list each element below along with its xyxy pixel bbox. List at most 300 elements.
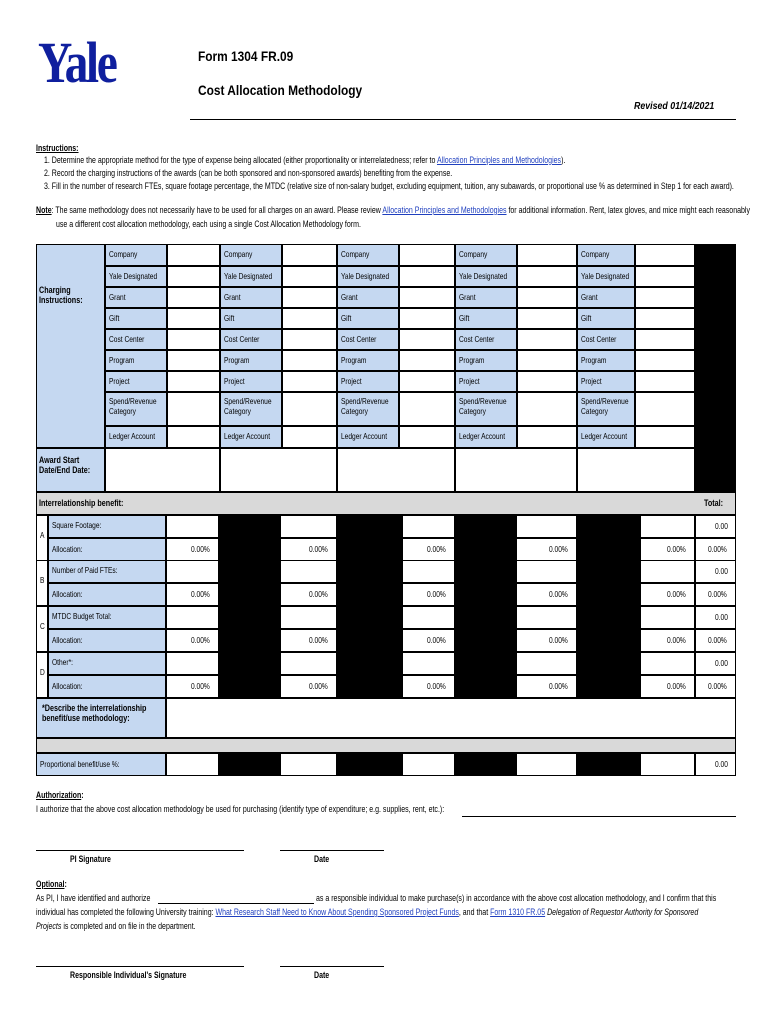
allocation-label-a-text: Allocation: — [52, 544, 83, 554]
field-label-text: Spend/Revenue — [581, 396, 629, 406]
metric-label-a-text: Square Footage: — [52, 520, 102, 530]
field-label-gift — [455, 308, 517, 329]
field-label-text: Grant — [224, 292, 241, 302]
field-label-text: Project — [109, 376, 130, 386]
spacer-band — [36, 738, 736, 753]
field-label-program — [577, 350, 635, 371]
optional-line-2-prefix: individual has completed the following University training: — [36, 907, 216, 917]
field-label-text: Project — [581, 376, 602, 386]
allocation-value-d-1 — [166, 675, 219, 698]
pi-date-label: Date — [314, 854, 330, 864]
field-input-program-5[interactable] — [635, 350, 695, 371]
metric-label-c — [48, 606, 166, 629]
field-input-gift-1[interactable] — [167, 308, 220, 329]
metric-input-a-4[interactable] — [516, 515, 577, 538]
allocation-value-d-1-text: 0.00% — [190, 681, 210, 691]
proportional-black-4 — [337, 753, 402, 776]
field-input-cost-center-5[interactable] — [635, 329, 695, 350]
field-label-text: Company — [459, 249, 488, 259]
proportional-label — [36, 753, 166, 776]
field-label-program — [105, 350, 167, 371]
field-input-grant-3[interactable] — [399, 287, 455, 308]
field-label-ledger-account — [105, 426, 167, 448]
award-dates-input-5[interactable] — [577, 448, 695, 492]
field-input-ledger-account-3[interactable] — [399, 426, 455, 448]
metric-input-d-5[interactable] — [640, 652, 695, 675]
award-label-line-2: Date/End Date: — [39, 465, 91, 476]
allocation-value-b-4 — [516, 583, 577, 606]
training-link[interactable]: What Research Staff Need to Know About Spending Sponsored Project Funds — [215, 907, 459, 917]
metric-total-d — [695, 652, 736, 675]
field-input-project-5[interactable] — [635, 371, 695, 392]
field-label-text: Company — [109, 249, 138, 259]
field-input-company-2[interactable] — [282, 244, 337, 266]
metric-input-a-2[interactable] — [280, 515, 337, 538]
responsible-signature-label: Responsible Individual's Signature — [70, 970, 187, 980]
field-label-program — [455, 350, 517, 371]
metric-input-b-5[interactable] — [640, 560, 695, 583]
allocation-value-a-2-text: 0.00% — [308, 544, 328, 554]
black-spacer-d-3 — [455, 652, 516, 698]
field-label-program — [337, 350, 399, 371]
field-label-text: Spend/Revenue — [109, 396, 157, 406]
yale-logo: Yale — [38, 30, 116, 95]
allocation-value-c-5-text: 0.00% — [666, 635, 686, 645]
field-label-project — [220, 371, 282, 392]
black-spacer-c-3 — [455, 606, 516, 652]
section-letter-cell-c — [36, 606, 48, 652]
field-input-spend-revenue-5[interactable] — [635, 392, 695, 426]
field-label-gift — [577, 308, 635, 329]
metric-total-b-text: 0.00 — [715, 566, 729, 576]
optional-line-3-italic: Projects — [36, 921, 62, 931]
allocation-value-a-5 — [640, 538, 695, 561]
field-input-company-5[interactable] — [635, 244, 695, 266]
field-input-grant-2[interactable] — [282, 287, 337, 308]
field-input-spend-revenue-1[interactable] — [167, 392, 220, 426]
allocation-value-d-5-text: 0.00% — [666, 681, 686, 691]
award-label-line-1: Award Start — [39, 455, 80, 465]
field-label-text: Program — [224, 355, 250, 365]
section-letter-cell-a-text: A — [40, 530, 45, 540]
optional-colon: : — [64, 879, 67, 889]
proportional-input-7[interactable] — [516, 753, 577, 776]
proportional-total-text: 0.00 — [715, 759, 729, 769]
field-input-company-4[interactable] — [517, 244, 577, 266]
field-label-text: Cost Center — [459, 334, 495, 344]
field-label-spend-revenue — [577, 392, 635, 426]
black-spacer-d-4 — [577, 652, 640, 698]
revised-date: Revised 01/14/2021 — [634, 101, 715, 112]
field-label-ledger-account — [220, 426, 282, 448]
metric-input-b-3[interactable] — [402, 560, 455, 583]
authorization-text: I authorize that the above cost allocation methodology be used for purchasing (identify type of expenditure; e.g. supplies, rent, etc.): — [36, 804, 445, 814]
black-spacer-b-2 — [337, 560, 402, 606]
field-label-program — [220, 350, 282, 371]
allocation-label-b — [48, 583, 166, 606]
instruction-step-1 — [44, 155, 565, 165]
award-dates-label — [39, 455, 103, 485]
allocation-value-a-4-text: 0.00% — [548, 544, 568, 554]
black-spacer-c-1 — [219, 606, 280, 652]
field-label-text: Cost Center — [224, 334, 260, 344]
optional-line-1 — [36, 893, 150, 903]
optional-line-3 — [36, 921, 196, 931]
charging-black-column — [695, 244, 736, 448]
responsible-individual-field[interactable] — [158, 903, 314, 904]
section-letter-cell-a — [36, 515, 48, 561]
allocation-value-c-3-text: 0.00% — [426, 635, 446, 645]
field-label-project — [577, 371, 635, 392]
allocation-value-a-3-text: 0.00% — [426, 544, 446, 554]
instruction-step-3: 3. Fill in the number of research FTEs, square footage percentage, the MTDC (relative size of non-salary budget, excluding equipment, tuition, any subawards, or proportional use % as determined in Step 1 for each award). — [44, 181, 734, 191]
field-label-cost-center — [455, 329, 517, 350]
black-spacer-b-1 — [219, 560, 280, 606]
field-input-spend-revenue-4[interactable] — [517, 392, 577, 426]
note-line-2: use a different cost allocation methodology, each using a single Cost Allocation Methodology form. — [56, 219, 361, 229]
field-label-text: Project — [459, 376, 480, 386]
metric-label-b-text: Number of Paid FTEs: — [52, 565, 118, 575]
field-label-text: Project — [224, 376, 245, 386]
black-spacer-b-3 — [455, 560, 516, 606]
field-input-project-1[interactable] — [167, 371, 220, 392]
field-input-spend-revenue-2[interactable] — [282, 392, 337, 426]
black-spacer-a-3 — [455, 515, 516, 561]
allocation-value-b-3-text: 0.00% — [426, 589, 446, 599]
metric-input-a-3[interactable] — [402, 515, 455, 538]
field-input-ledger-account-5[interactable] — [635, 426, 695, 448]
field-label-grant — [577, 287, 635, 308]
allocation-total-d — [695, 675, 736, 698]
responsible-signature-line[interactable] — [36, 966, 244, 967]
field-label-text: Spend/Revenue — [224, 396, 272, 406]
allocation-value-c-2-text: 0.00% — [308, 635, 328, 645]
award-dates-input-3[interactable] — [337, 448, 455, 492]
allocation-value-c-3 — [402, 629, 455, 652]
charging-label-line-1: Charging — [39, 285, 71, 295]
metric-input-b-1[interactable] — [166, 560, 219, 583]
field-input-grant-4[interactable] — [517, 287, 577, 308]
field-input-ledger-account-4[interactable] — [517, 426, 577, 448]
total-label-text: Total: — [704, 498, 724, 508]
field-label-text-line-2: Category — [581, 405, 608, 416]
field-input-yale-designated-4[interactable] — [517, 266, 577, 287]
optional-line-2-mid: , and that — [458, 907, 491, 917]
optional-line-1-suffix: as a responsible individual to make purchase(s) in accordance with the above cost allocation methodology, and I confirm that this — [316, 893, 717, 903]
field-label-grant — [455, 287, 517, 308]
field-label-text: Spend/Revenue — [459, 396, 507, 406]
allocation-value-a-1 — [166, 538, 219, 561]
allocation-value-b-2-text: 0.00% — [308, 589, 328, 599]
field-label-project — [105, 371, 167, 392]
field-label-text: Ledger Account — [109, 431, 156, 441]
allocation-total-b-text: 0.00% — [707, 589, 727, 599]
field-label-text: Gift — [109, 313, 120, 323]
field-label-text: Program — [459, 355, 485, 365]
field-label-cost-center — [577, 329, 635, 350]
field-label-yale-designated — [337, 266, 399, 287]
note-allocation-link[interactable]: Allocation Principles and Methodologies — [382, 205, 507, 215]
allocation-value-d-4 — [516, 675, 577, 698]
field-label-text: Company — [224, 249, 253, 259]
metric-input-b-2[interactable] — [280, 560, 337, 583]
allocation-value-a-2 — [280, 538, 337, 561]
field-label-text: Yale Designated — [224, 271, 273, 281]
field-input-grant-5[interactable] — [635, 287, 695, 308]
award-black-cell — [695, 448, 736, 492]
black-spacer-a-1 — [219, 515, 280, 561]
optional-line-1-prefix: As PI, I have identified and authorize — [36, 893, 151, 903]
allocation-value-d-5 — [640, 675, 695, 698]
optional-label: Optional — [36, 879, 65, 889]
field-label-text-line-2: Category — [109, 405, 136, 416]
field-input-program-4[interactable] — [517, 350, 577, 371]
optional-line-2 — [36, 907, 698, 917]
field-label-text: Gift — [459, 313, 470, 323]
proportional-input-9[interactable] — [640, 753, 695, 776]
metric-label-d — [48, 652, 166, 675]
award-dates-input-4[interactable] — [455, 448, 577, 492]
allocation-value-a-4 — [516, 538, 577, 561]
proportional-input-1[interactable] — [166, 753, 219, 776]
field-label-text: Ledger Account — [341, 431, 388, 441]
field-input-project-4[interactable] — [517, 371, 577, 392]
metric-total-c — [695, 606, 736, 629]
allocation-total-c — [695, 629, 736, 652]
allocation-value-b-2 — [280, 583, 337, 606]
field-label-company — [577, 244, 635, 266]
field-label-text-line-2: Category — [224, 405, 251, 416]
black-spacer-c-2 — [337, 606, 402, 652]
field-input-company-1[interactable] — [167, 244, 220, 266]
instructions-heading: Instructions: — [36, 143, 79, 153]
field-input-cost-center-4[interactable] — [517, 329, 577, 350]
metric-total-a — [695, 515, 736, 538]
form-title: Cost Allocation Methodology — [198, 82, 363, 98]
proportional-input-5[interactable] — [402, 753, 455, 776]
field-input-yale-designated-5[interactable] — [635, 266, 695, 287]
section-letter-cell-d-text: D — [40, 667, 45, 677]
field-label-text-line-2: Category — [341, 405, 368, 416]
allocation-value-a-1-text: 0.00% — [190, 544, 210, 554]
allocation-total-a — [695, 538, 736, 561]
step-1-text: 1. Determine the appropriate method for the type of expense being allocated (either proportionality or interrelatedness; refer to — [44, 155, 437, 165]
proportional-black-8 — [577, 753, 640, 776]
field-label-company — [337, 244, 399, 266]
field-input-yale-designated-1[interactable] — [167, 266, 220, 287]
allocation-label-d-text: Allocation: — [52, 681, 83, 691]
field-label-company — [105, 244, 167, 266]
field-label-text: Yale Designated — [109, 271, 158, 281]
field-input-ledger-account-2[interactable] — [282, 426, 337, 448]
field-input-program-2[interactable] — [282, 350, 337, 371]
field-label-gift — [337, 308, 399, 329]
field-label-grant — [220, 287, 282, 308]
metric-input-a-5[interactable] — [640, 515, 695, 538]
field-label-cost-center — [105, 329, 167, 350]
field-label-text: Yale Designated — [459, 271, 508, 281]
field-input-program-1[interactable] — [167, 350, 220, 371]
field-label-text: Program — [341, 355, 367, 365]
describe-line-2: benefit/use methodology: — [42, 713, 130, 724]
field-input-gift-3[interactable] — [399, 308, 455, 329]
field-input-yale-designated-3[interactable] — [399, 266, 455, 287]
interrelationship-label-text: Interrelationship benefit: — [39, 498, 124, 508]
field-label-ledger-account — [455, 426, 517, 448]
field-label-gift — [220, 308, 282, 329]
metric-input-d-1[interactable] — [166, 652, 219, 675]
field-input-program-3[interactable] — [399, 350, 455, 371]
charging-instructions-label — [39, 285, 103, 315]
field-label-text: Cost Center — [341, 334, 377, 344]
pi-date-line[interactable] — [280, 850, 384, 851]
metric-total-d-text: 0.00 — [715, 658, 729, 668]
field-input-gift-5[interactable] — [635, 308, 695, 329]
form-1310-link[interactable]: Form 1310 FR.05 — [490, 907, 546, 917]
field-input-gift-4[interactable] — [517, 308, 577, 329]
optional-line-3-suffix: is completed and on file in the department. — [61, 921, 196, 931]
allocation-total-a-text: 0.00% — [707, 544, 727, 554]
expenditure-type-field[interactable] — [462, 816, 736, 817]
metric-total-a-text: 0.00 — [715, 521, 729, 531]
allocation-value-d-2-text: 0.00% — [308, 681, 328, 691]
proportional-total — [695, 753, 736, 776]
field-input-gift-2[interactable] — [282, 308, 337, 329]
black-spacer-d-1 — [219, 652, 280, 698]
field-label-grant — [105, 287, 167, 308]
proportional-label-text: Proportional benefit/use %: — [40, 759, 120, 769]
field-label-spend-revenue — [455, 392, 517, 426]
authorization-heading — [36, 790, 84, 800]
field-label-text: Gift — [581, 313, 592, 323]
metric-label-a — [48, 515, 166, 538]
optional-line-2-italic: Delegation of Requestor Authority for Sponsored — [545, 907, 699, 917]
allocation-label-d — [48, 675, 166, 698]
allocation-value-c-2 — [280, 629, 337, 652]
metric-total-c-text: 0.00 — [715, 612, 729, 622]
field-label-ledger-account — [577, 426, 635, 448]
black-spacer-b-4 — [577, 560, 640, 606]
authorization-label: Authorization — [36, 790, 82, 800]
allocation-label-a — [48, 538, 166, 561]
allocation-value-b-3 — [402, 583, 455, 606]
field-label-project — [455, 371, 517, 392]
allocation-value-b-5-text: 0.00% — [666, 589, 686, 599]
field-label-text: Ledger Account — [581, 431, 628, 441]
metric-input-d-2[interactable] — [280, 652, 337, 675]
field-input-grant-1[interactable] — [167, 287, 220, 308]
allocation-value-b-1-text: 0.00% — [190, 589, 210, 599]
pi-signature-label: PI Signature — [70, 854, 111, 864]
field-input-company-3[interactable] — [399, 244, 455, 266]
allocation-value-b-1 — [166, 583, 219, 606]
field-label-text: Grant — [581, 292, 598, 302]
metric-input-c-5[interactable] — [640, 606, 695, 629]
authorization-colon: : — [81, 790, 84, 800]
note-text: : The same methodology does not necessarily have to be used for all charges on an award. Please review — [51, 205, 383, 215]
award-dates-input-1[interactable] — [105, 448, 220, 492]
metric-input-c-4[interactable] — [516, 606, 577, 629]
metric-input-b-4[interactable] — [516, 560, 577, 583]
allocation-value-d-4-text: 0.00% — [548, 681, 568, 691]
pi-signature-line[interactable] — [36, 850, 244, 851]
proportional-black-2 — [219, 753, 280, 776]
award-dates-input-2[interactable] — [220, 448, 337, 492]
allocation-label-c-text: Allocation: — [52, 635, 83, 645]
field-label-text: Yale Designated — [341, 271, 390, 281]
allocation-value-c-1 — [166, 629, 219, 652]
field-input-yale-designated-2[interactable] — [282, 266, 337, 287]
field-input-project-3[interactable] — [399, 371, 455, 392]
field-label-company — [455, 244, 517, 266]
note-text-suffix: for additional information. Rent, latex gloves, and mice might each reasonably — [506, 205, 750, 215]
field-input-cost-center-3[interactable] — [399, 329, 455, 350]
allocation-value-d-3 — [402, 675, 455, 698]
metric-label-b — [48, 560, 166, 583]
responsible-date-line[interactable] — [280, 966, 384, 967]
field-input-ledger-account-1[interactable] — [167, 426, 220, 448]
metric-input-d-3[interactable] — [402, 652, 455, 675]
describe-methodology-input[interactable] — [166, 698, 736, 738]
field-label-spend-revenue — [105, 392, 167, 426]
black-spacer-a-4 — [577, 515, 640, 561]
optional-heading — [36, 879, 67, 889]
field-label-text: Company — [581, 249, 610, 259]
field-label-text: Ledger Account — [224, 431, 271, 441]
field-input-project-2[interactable] — [282, 371, 337, 392]
field-label-yale-designated — [577, 266, 635, 287]
field-label-spend-revenue — [220, 392, 282, 426]
metric-label-c-text: MTDC Budget Total: — [52, 611, 112, 621]
allocation-value-c-4 — [516, 629, 577, 652]
allocation-value-c-1-text: 0.00% — [190, 635, 210, 645]
allocation-total-c-text: 0.00% — [707, 635, 727, 645]
allocation-principles-link[interactable]: Allocation Principles and Methodologies — [436, 155, 562, 165]
field-label-text: Program — [109, 355, 135, 365]
describe-line-1: *Describe the interrelationship — [42, 703, 147, 713]
field-input-cost-center-2[interactable] — [282, 329, 337, 350]
allocation-value-d-2 — [280, 675, 337, 698]
allocation-total-d-text: 0.00% — [707, 681, 727, 691]
field-label-text: Project — [341, 376, 362, 386]
responsible-date-label: Date — [314, 970, 330, 980]
field-label-text: Program — [581, 355, 607, 365]
field-label-ledger-account — [337, 426, 399, 448]
field-label-text: Yale Designated — [581, 271, 630, 281]
section-letter-cell-c-text: C — [40, 621, 45, 631]
field-label-text: Spend/Revenue — [341, 396, 389, 406]
proportional-input-3[interactable] — [280, 753, 337, 776]
note-label: Note — [36, 205, 52, 215]
form-number: Form 1304 FR.09 — [198, 48, 294, 64]
field-input-spend-revenue-3[interactable] — [399, 392, 455, 426]
field-label-cost-center — [220, 329, 282, 350]
metric-input-a-1[interactable] — [166, 515, 219, 538]
field-label-spend-revenue — [337, 392, 399, 426]
metric-input-c-3[interactable] — [402, 606, 455, 629]
interrelationship-label — [39, 498, 239, 512]
allocation-value-b-4-text: 0.00% — [548, 589, 568, 599]
metric-input-c-2[interactable] — [280, 606, 337, 629]
field-input-cost-center-1[interactable] — [167, 329, 220, 350]
metric-input-d-4[interactable] — [516, 652, 577, 675]
black-spacer-a-2 — [337, 515, 402, 561]
metric-input-c-1[interactable] — [166, 606, 219, 629]
allocation-value-c-4-text: 0.00% — [548, 635, 568, 645]
field-label-text: Grant — [459, 292, 476, 302]
field-label-text: Gift — [224, 313, 235, 323]
header-divider — [190, 119, 736, 120]
